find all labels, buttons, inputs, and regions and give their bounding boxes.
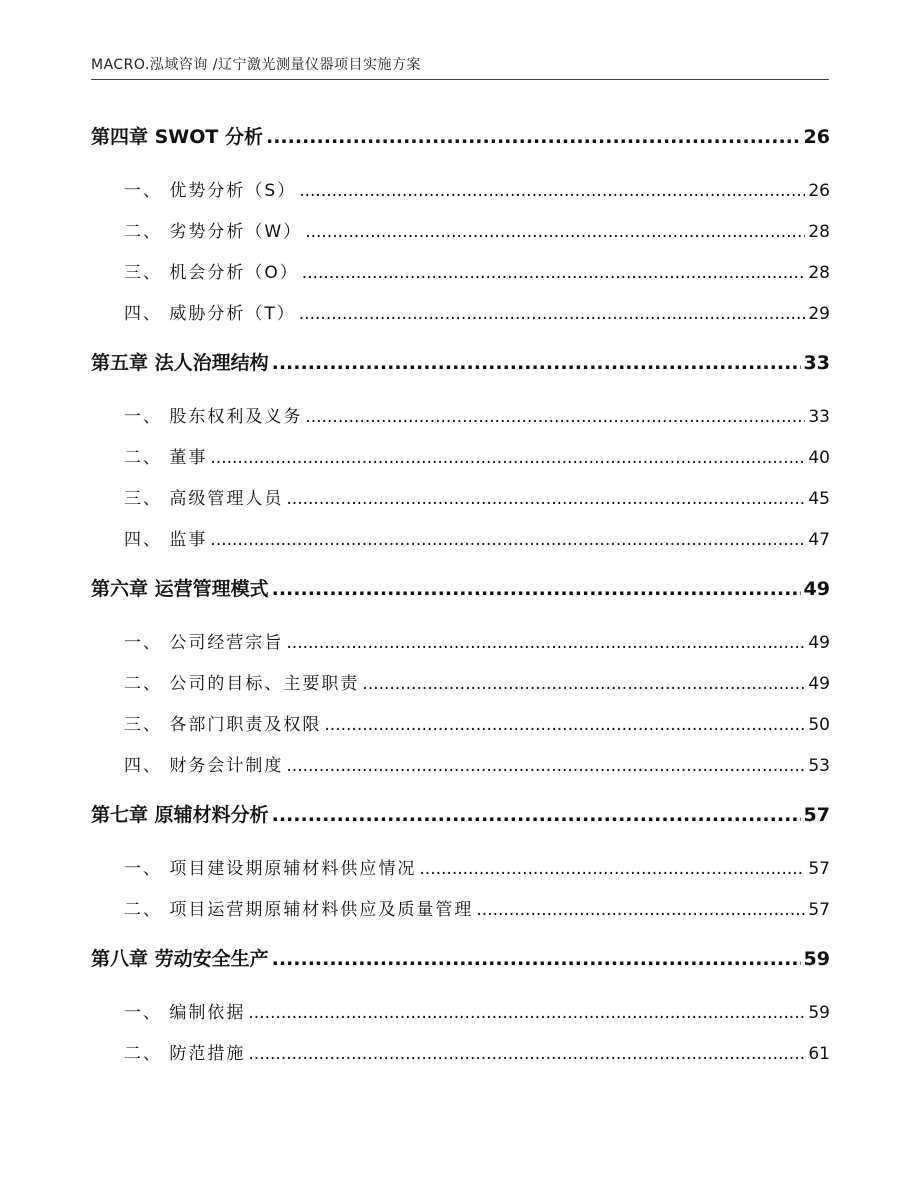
dot-leader [305,222,805,242]
toc-entry-title: 第六章 运营管理模式 [91,578,269,600]
toc-section[interactable] [91,710,830,735]
toc-section[interactable] [91,669,830,694]
toc-page-number: 33 [803,352,830,374]
dot-leader [419,859,805,879]
toc-chapter-5[interactable] [91,348,830,375]
toc-entry-title: 三、 各部门职责及权限 [124,715,322,735]
toc-section[interactable] [91,854,830,879]
toc-entry-title: 一、 公司经营宗旨 [124,633,284,653]
dot-leader [286,489,805,509]
toc-section[interactable] [91,998,830,1023]
toc-page-number: 61 [808,1044,830,1064]
toc-section[interactable] [91,258,830,283]
toc-page-number: 47 [808,530,830,550]
toc-section[interactable] [91,217,830,242]
toc-page-number: 40 [808,448,830,468]
dot-leader [302,263,806,283]
toc-entry-title: 一、 项目建设期原辅材料供应情况 [124,859,417,879]
toc-page-number: 49 [808,674,830,694]
toc-page-number: 59 [808,1003,830,1023]
toc-entry-title: 一、 股东权利及义务 [124,407,303,427]
toc-entry-title: 二、 防范措施 [124,1044,246,1064]
toc-section[interactable] [91,299,830,324]
toc-section[interactable] [91,484,830,509]
dot-leader [248,1044,805,1064]
toc-page-number: 50 [808,715,830,735]
toc-section[interactable] [91,402,830,427]
toc-entry-title: 三、 高级管理人员 [124,489,284,509]
toc-page-number: 28 [808,222,830,242]
toc-page-number: 59 [803,948,830,970]
toc-entry-title: 四、 财务会计制度 [124,756,284,776]
toc-entry-title: 第四章 SWOT 分析 [91,126,263,148]
toc-chapter-4[interactable] [91,122,830,149]
dot-leader [362,674,805,694]
toc-entry-title: 一、 编制依据 [124,1003,246,1023]
running-header: MACRO.泓域咨询 /辽宁激光测量仪器项目实施方案 [91,57,421,73]
toc-page-number: 26 [808,181,830,201]
toc-page-number: 49 [803,578,830,600]
toc-section[interactable] [91,525,830,550]
toc-entry-title: 二、 项目运营期原辅材料供应及质量管理 [124,900,474,920]
toc-entry-title: 二、 劣势分析（W） [124,222,303,242]
toc-section[interactable] [91,176,830,201]
toc-chapter-6[interactable] [91,574,830,601]
toc-page-number: 29 [808,304,830,324]
toc-section[interactable] [91,1039,830,1064]
dot-leader [272,948,801,970]
toc-page-number: 53 [808,756,830,776]
toc-entry-title: 三、 机会分析（O） [124,263,299,283]
toc-section[interactable] [91,443,830,468]
toc-section[interactable] [91,895,830,920]
toc-page-number: 26 [803,126,830,148]
toc-section[interactable] [91,751,830,776]
toc-section[interactable] [91,628,830,653]
dot-leader [299,304,806,324]
dot-leader [286,756,805,776]
toc-page-number: 49 [808,633,830,653]
toc-entry-title: 四、 威胁分析（T） [124,304,296,324]
dot-leader [286,633,805,653]
dot-leader [248,1003,805,1023]
dot-leader [266,126,801,148]
toc-page-number: 57 [808,859,830,879]
dot-leader [305,407,805,427]
toc-chapter-7[interactable] [91,800,830,827]
toc-page-number: 57 [808,900,830,920]
toc-entry-title: 二、 董事 [124,448,208,468]
dot-leader [299,181,805,201]
dot-leader [476,900,805,920]
toc-page-number: 57 [803,804,830,826]
toc-chapter-8[interactable] [91,944,830,971]
toc-page-number: 28 [808,263,830,283]
toc-entry-title: 第八章 劳动安全生产 [91,948,269,970]
dot-leader [272,804,801,826]
toc-entry-title: 四、 监事 [124,530,208,550]
toc-entry-title: 一、 优势分析（S） [124,181,297,201]
dot-leader [210,448,805,468]
dot-leader [272,352,801,374]
dot-leader [324,715,805,735]
toc-entry-title: 二、 公司的目标、主要职责 [124,674,360,694]
toc-page-number: 45 [808,489,830,509]
toc-entry-title: 第七章 原辅材料分析 [91,804,269,826]
dot-leader [210,530,805,550]
toc-page-number: 33 [808,407,830,427]
toc-entry-title: 第五章 法人治理结构 [91,352,269,374]
header-divider [91,79,829,80]
dot-leader [272,578,801,600]
